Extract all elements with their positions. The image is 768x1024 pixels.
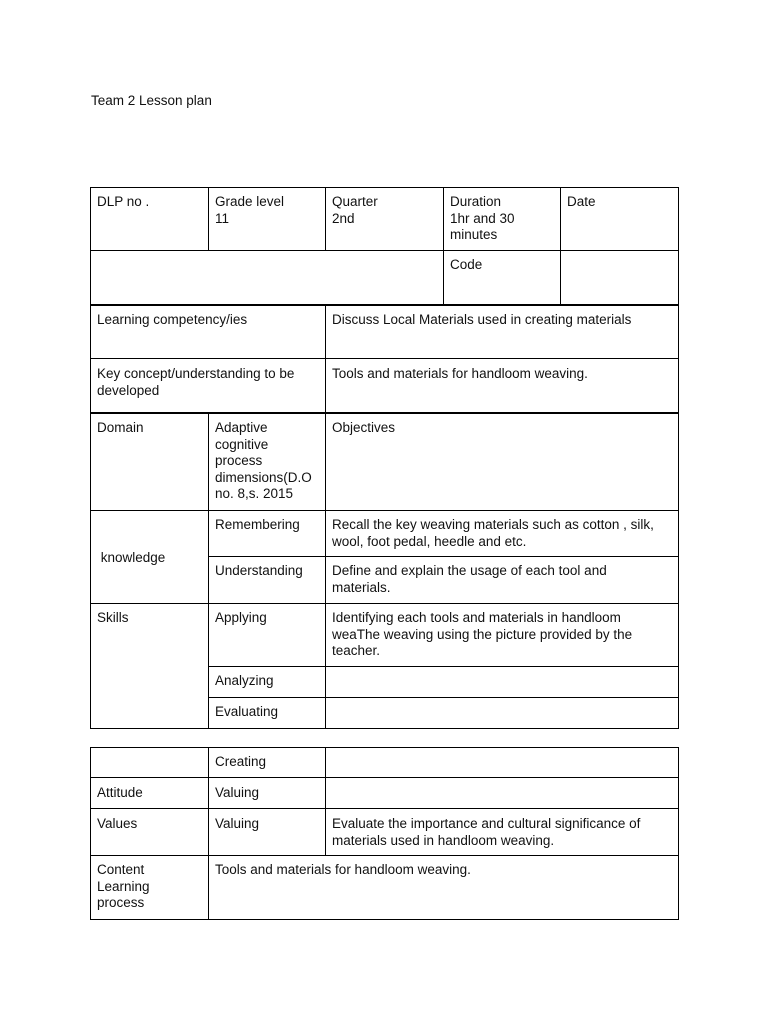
- adaptive-line1: Adaptive: [215, 420, 268, 435]
- adaptive-line3: process: [215, 453, 263, 468]
- quarter-label: Quarter: [332, 194, 378, 209]
- key-concept-label-line2: developed: [97, 382, 160, 398]
- analyzing-cell: [209, 667, 325, 690]
- key-concept-value: Tools and materials for handloom weaving.: [332, 366, 588, 381]
- knowledge-label: knowledge: [97, 550, 166, 565]
- applying-objective-line2: weaThe weaving using the picture provided by the: [332, 626, 633, 642]
- attitude-label: Attitude: [97, 785, 143, 800]
- values-cell: [91, 810, 208, 833]
- quarter-value: 2nd: [332, 210, 355, 226]
- dlp-no-cell: [91, 188, 208, 211]
- attitude-cell: [91, 779, 208, 802]
- values-objective-cell: [326, 810, 678, 849]
- skills-cell: [91, 604, 208, 627]
- content-value: Tools and materials for handloom weaving.: [215, 862, 471, 877]
- adaptive-line5: no. 8,s. 2015: [215, 486, 294, 501]
- values-valuing-cell: [209, 810, 325, 833]
- dlp-no-label: DLP no .: [97, 194, 150, 209]
- analyzing-label: Analyzing: [215, 673, 274, 688]
- date-cell: [561, 188, 678, 211]
- adaptive-header-cell: [209, 414, 325, 503]
- creating-cell: [209, 748, 325, 771]
- evaluating-label: Evaluating: [215, 704, 279, 719]
- remembering-objective-line1: Recall the key weaving materials such as cotton , silk,: [332, 517, 654, 532]
- applying-objective-cell: [326, 604, 678, 660]
- knowledge-cell: [91, 511, 208, 583]
- page-title: Team 2 Lesson plan: [91, 93, 212, 108]
- competency-value-cell: [326, 306, 678, 329]
- key-concept-label-cell: [91, 360, 325, 399]
- understanding-objective-line1: Define and explain the usage of each tool and: [332, 563, 607, 578]
- applying-objective-line1: Identifying each tools and materials in handloom: [332, 610, 621, 625]
- understanding-cell: [209, 557, 325, 580]
- quarter-cell: [326, 188, 443, 227]
- values-label: Values: [97, 816, 138, 831]
- domain-label: Domain: [97, 420, 144, 435]
- values-objective-line1: Evaluate the importance and cultural significance of: [332, 816, 641, 831]
- duration-value-line2: minutes: [450, 227, 498, 242]
- skills-label: Skills: [97, 610, 129, 625]
- grade-level-value: 11: [215, 210, 230, 226]
- understanding-objective-cell: [326, 557, 678, 596]
- date-label: Date: [567, 194, 596, 209]
- creating-label: Creating: [215, 754, 267, 769]
- understanding-objective-line2: materials.: [332, 579, 391, 595]
- remembering-label: Remembering: [215, 517, 300, 532]
- content-line3: process: [97, 895, 145, 910]
- competency-value: Discuss Local Materials used in creating materials: [332, 312, 632, 327]
- content-cell: [91, 856, 208, 912]
- attitude-valuing-label: Valuing: [215, 785, 260, 800]
- objectives-label: Objectives: [332, 420, 396, 435]
- content-value-cell: [209, 856, 678, 879]
- key-concept-label-line1: Key concept/understanding to be: [97, 366, 295, 381]
- grade-level-label: Grade level: [215, 194, 285, 209]
- attitude-valuing-cell: [209, 779, 325, 802]
- applying-cell: [209, 604, 325, 627]
- code-label: Code: [450, 257, 483, 272]
- duration-value-line1: 1hr and 30: [450, 210, 515, 226]
- values-valuing-label: Valuing: [215, 816, 260, 831]
- duration-cell: [444, 188, 560, 244]
- applying-objective-line3: teacher.: [332, 643, 381, 658]
- remembering-objective-cell: [326, 511, 678, 550]
- understanding-label: Understanding: [215, 563, 303, 578]
- content-line2: Learning: [97, 878, 150, 894]
- adaptive-line2: cognitive: [215, 436, 269, 452]
- key-concept-value-cell: [326, 360, 678, 383]
- grade-level-cell: [209, 188, 325, 227]
- competency-label: Learning competency/ies: [97, 312, 248, 327]
- code-cell: [444, 251, 560, 274]
- applying-label: Applying: [215, 610, 267, 625]
- values-objective-line2: materials used in handloom weaving.: [332, 832, 555, 848]
- remembering-cell: [209, 511, 325, 534]
- evaluating-cell: [209, 698, 325, 721]
- adaptive-line4: dimensions(D.O: [215, 469, 312, 485]
- objectives-header-cell: [326, 414, 678, 437]
- domain-header-cell: [91, 414, 208, 437]
- competency-label-cell: [91, 306, 325, 329]
- remembering-objective-line2: wool, foot pedal, heedle and etc.: [332, 533, 527, 549]
- duration-label: Duration: [450, 194, 502, 209]
- content-line1: Content: [97, 862, 145, 877]
